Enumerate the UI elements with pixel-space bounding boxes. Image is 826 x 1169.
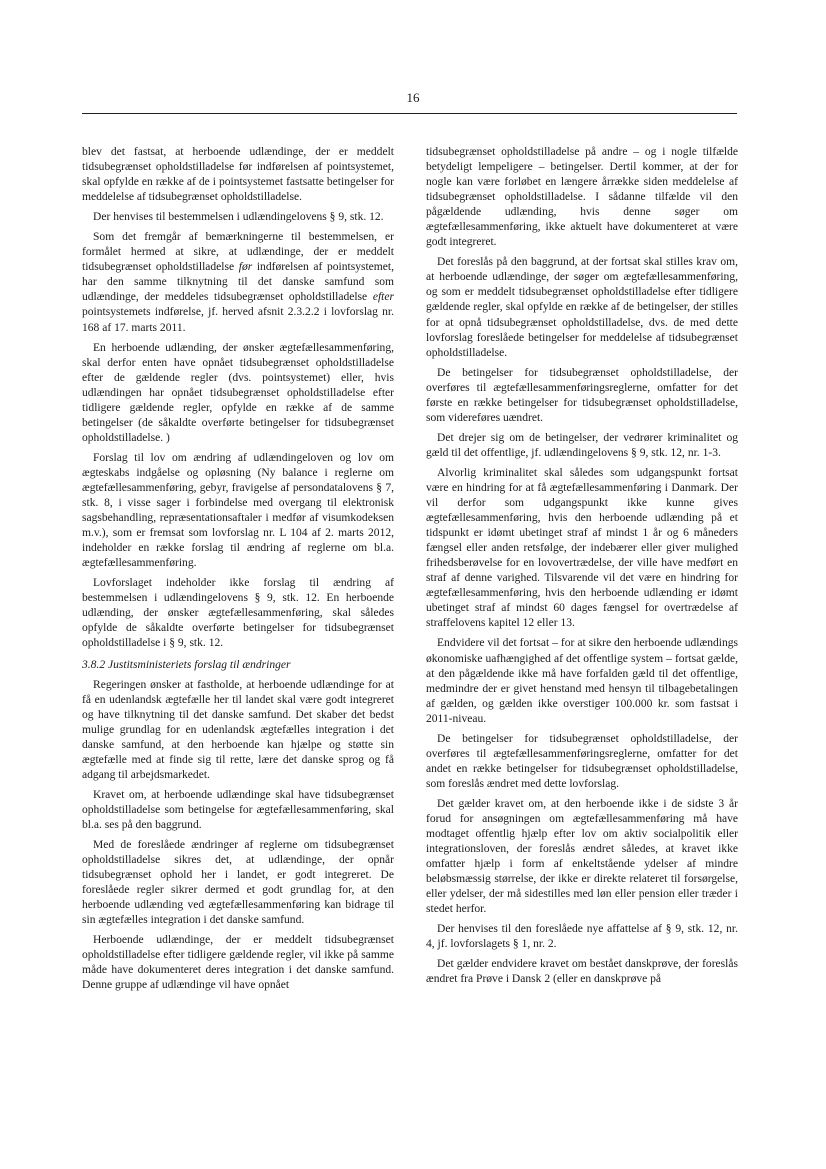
paragraph: Forslag til lov om ændring af udlændingeloven og lov om ægteskabs indgåelse og opløsning (Ny balance i reglerne om ægtefællesammenføring, gebyr, fravigelse af persondatalovens § 7, stk. 8, i visse sager i forbindelse med overgang til elektronisk sagsbehandling, repræsentationsaftaler i medfør af visumkodeksen m.v.), som er fremsat som lovforslag nr. L 104 af 2. marts 2012, indeholder en række forslag til ændring af reglerne om bl.a. ægtefællesammenføring. [82,451,394,570]
paragraph: Regeringen ønsker at fastholde, at herboende udlændinge for at få en udenlandsk ægtefælle her til landet skal være godt integreret og have tilknytning til det danske samfund. Det skaber det bedst mulige grundlag for en udenlandsk ægtefælles integration i det danske samfund, at den herboende kan hjælpe og støtte sin ægtefælle med at finde sig til rette, lære det danske sprog og få adgang til arbejdsmarkedet. [82,678,394,781]
right-column [426,145,738,992]
paragraph: Endvidere vil det fortsat – for at sikre den herboende udlændings økonomiske uafhængighed af det offentlige system – fortsat gælde, at den pågældende ikke må have forfalden gæld til det offentlige, medmindre der er givet henstand med hensyn til tilbagebetalingen af gælden, og gælden ikke overstiger 100.000 kr. som fastsat i 2011-niveau. [426,637,738,725]
text-run: Som det fremgår af bemærkningerne til bestemmelsen, er formålet hermed at sikre, at udlændinge, der er meddelt tidsubegrænset opholdstilladelse [82,231,394,274]
paragraph: De betingelser for tidsubegrænset opholdstilladelse, der overføres til ægtefællesammenføringsreglerne, omfatter for det første en række betingelser for tidsubegrænset opholdstilladelse, som videreføres uændret. [426,366,738,424]
paragraph: Alvorlig kriminalitet skal således som udgangspunkt fortsat være en hindring for at få ægtefællesammenføring i Danmark. Der vil derfor som udgangspunkt ikke kunne gives ægtefællesammenføring, hvis den herboende udlænding på et tidspunkt er idømt ubetinget straf af mindst 1 år og 6 måneders fængsel eller anden retsfølge, der indebærer eller giver mulighed frihedsberøvelse for en lovovertrædelse, der ville have medført en straf af denne varighed. Tilsvarende vil det være en hindring for ægtefællesammenføring, hvis den herboende udlænding er idømt ubetinget straf af mindst 60 dages fængsel for overtrædelse af straffelovens kapitel 12 eller 13. [426,466,738,630]
left-column [82,145,394,998]
paragraph: Lovforslaget indeholder ikke forslag til ændring af bestemmelsen i udlændingelovens § 9, stk. 12. En herboende udlænding, der ønsker ægtefællesammenføring, skal således opfylde de såkaldte overførte betingelser for tidsubegrænset opholdstilladelse i § 9, stk. 12. [82,577,394,650]
text-run: indførelsen af pointsystemet, har den samme tilknytning til det danske samfund som udlændinge, der meddeles tidsubegrænset opholdstilladelse [82,261,394,304]
page-number: 16 [406,90,420,105]
paragraph: Med de foreslåede ændringer af reglerne om tidsubegrænset opholdstilladelse sikres det, at udlændinge, der opnår tidsubegrænset ophold her i landet, er godt integreret. De foreslåede regler sikrer dermed et godt grundlag for, at den herboende udlænding ved ægtefællesammenføring kan bidrage til sin ægtefælles integration i det danske samfund. [82,839,394,927]
paragraph: Det gælder kravet om, at den herboende ikke i de sidste 3 år forud for ansøgningen om ægtefællesammenføring må have modtaget offentlig hjælp efter lov om aktiv socialpolitik eller integrationsloven, der foreslås ændret således, at kravet ikke omfatter hjælp i form af enkeltstående ydelser af mindre beløbsmæssig størrelse, der ikke er direkte relateret til forsørgelse, eller ydelser, der må sidestilles med løn eller pension eller træder i stedet herfor. [426,797,738,916]
text-run: pointsystemets indførelse, jf. herved afsnit 2.3.2.2 i lovforslag nr. 168 af 17. marts 2011. [82,306,394,334]
paragraph: Herboende udlændinge, der er meddelt tidsubegrænset opholdstilladelse efter tidligere gældende regler, vil ikke på samme måde have dokumenteret deres integration i det danske samfund. Denne gruppe af udlændinge vil have opnået [82,934,394,992]
paragraph: De betingelser for tidsubegrænset opholdstilladelse, der overføres til ægtefællesammenføringsreglerne, omfatter for det andet en række betingelser for tidsubegrænset opholdstilladelse, som foreslås ændret med dette lovforslag. [426,732,738,790]
section-heading: 3.8.2 Justitsministeriets forslag til ændringer [82,658,291,671]
paragraph: Det gælder endvidere kravet om bestået danskprøve, der foreslås ændret fra Prøve i Dansk 2 (eller en danskprøve på [426,958,738,986]
paragraph [82,230,394,335]
paragraph: Det foreslås på den baggrund, at der fortsat skal stilles krav om, at herboende udlændinge, der søger om ægtefællesammenføring, og som er meddelt tidsubegrænset opholdstilladelse efter tidligere gældende regler, skal opfylde en række af de betingelser, der stilles for at opnå tidsubegrænset opholdstilladelse, dvs. de med dette lovforslag foreslåede betingelser for meddelelse af tidsubegrænset opholdstilladelse. [426,256,738,359]
emphasis-text: før [238,261,253,274]
paragraph: tidsubegrænset opholdstilladelse på andre – og i nogle tilfælde betydeligt lempeligere – betingelser. Dertil kommer, at der for nogle kan være forløbet en længere årrække siden meddelelse af tidsubegrænset opholdstilladelse. I sådanne tilfælde vil den pågældende udlænding, hvis denne søger om ægtefællesammenføring, ikke aktuelt have dokumenteret at være godt integreret. [426,146,738,249]
paragraph: Der henvises til bestemmelsen i udlændingelovens § 9, stk. 12. [93,211,384,224]
paragraph: Der henvises til den foreslåede nye affattelse af § 9, stk. 12, nr. 4, jf. lovforslagets § 1, nr. 2. [426,923,738,951]
emphasis-text: efter [372,291,394,304]
paragraph: Kravet om, at herboende udlændinge skal have tidsubegrænset opholdstilladelse som betingelse for ægtefællesammenføring, skal bl.a. ses på den baggrund. [82,788,394,831]
paragraph: blev det fastsat, at herboende udlændinge, der er meddelt tidsubegrænset opholdstilladelse før indførelsen af pointsystemet, skal opfylde en række af de i pointsystemet fastsatte betingelser for meddelelse af tidsubegrænset opholdstilladelse. [82,146,394,204]
paragraph: Det drejer sig om de betingelser, der vedrører kriminalitet og gæld til det offentlige, jf. udlændingelovens § 9, stk. 12, nr. 1-3. [426,431,738,459]
header-rule [82,113,737,114]
paragraph: En herboende udlænding, der ønsker ægtefællesammenføring, skal derfor enten have opnået tidsubegrænset opholdstilladelse efter de gældende regler (dvs. pointsystemet) eller, hvis udlændingen har opnået tidsubegrænset opholdstilladelse efter tidligere gældende regler, opfylde en række af de samme betingelser (de såkaldte overførte betingelser for tidsubegrænset opholdstilladelse. ) [82,341,394,444]
